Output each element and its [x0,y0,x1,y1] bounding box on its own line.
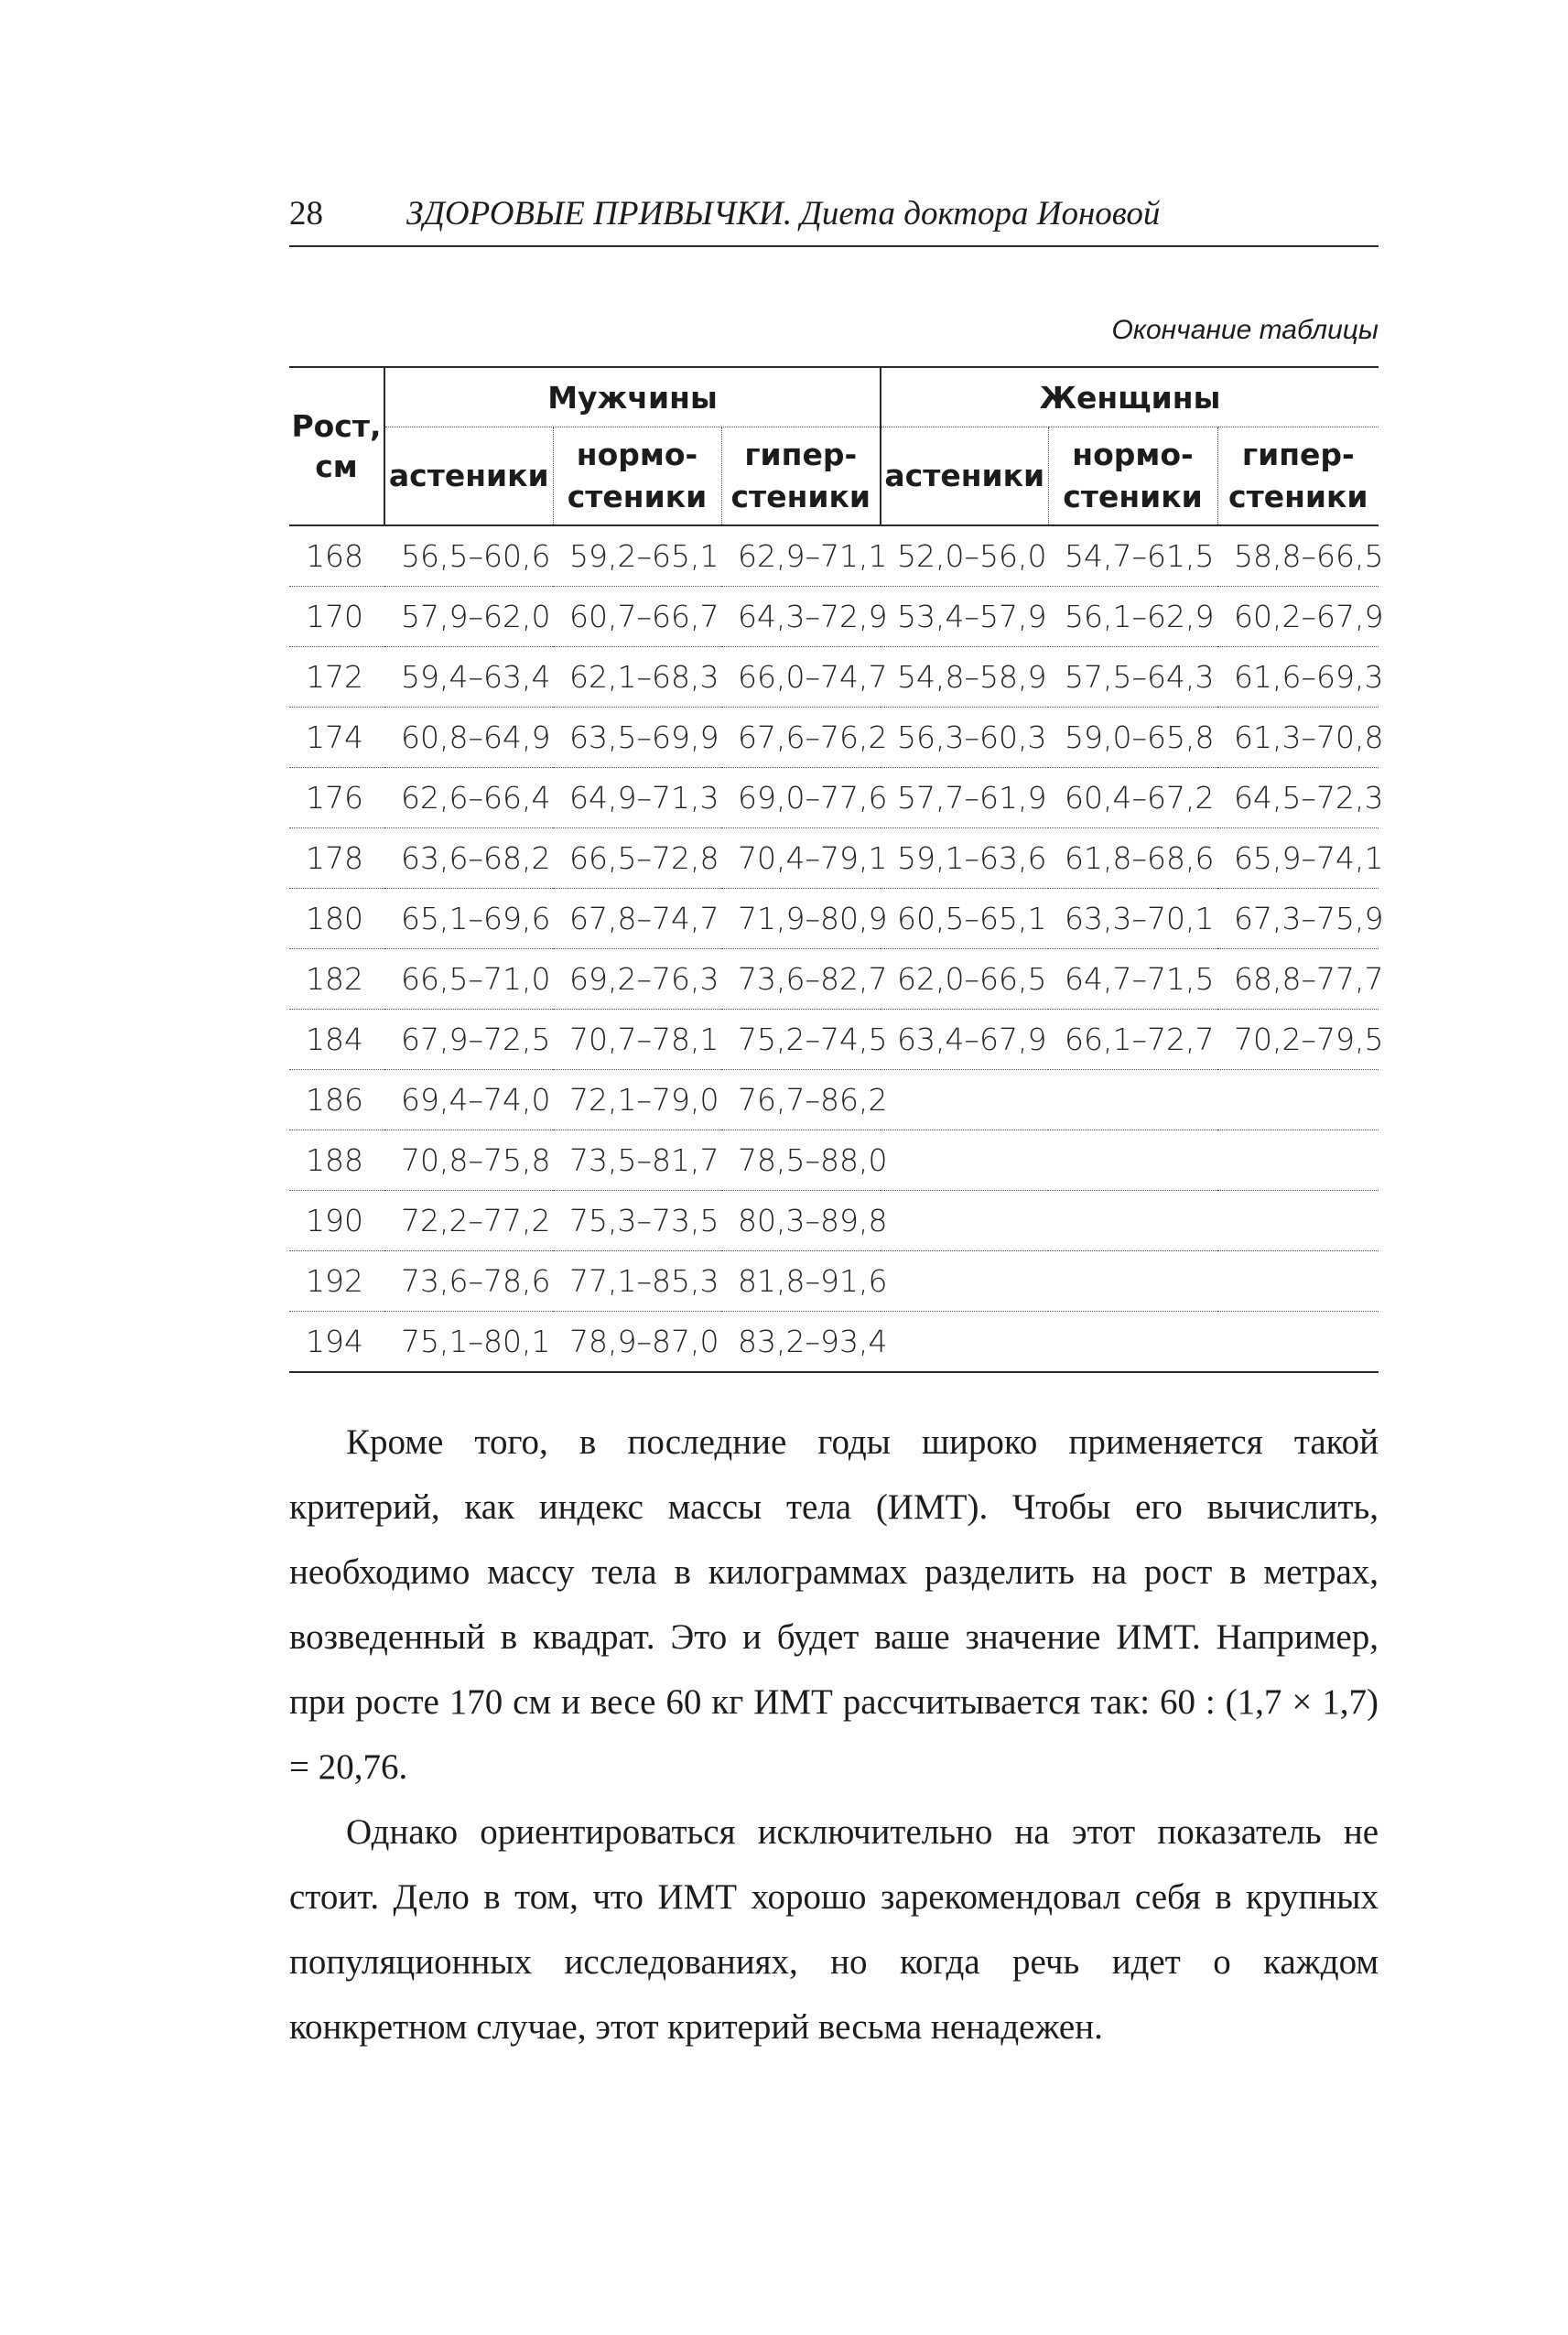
weight-range-cell: 67,9–72,5 [401,1022,551,1057]
weight-range-cell: 54,8–58,9 [897,659,1047,695]
table-row [289,1312,1379,1373]
women-group-header: Женщины [881,367,1379,427]
height-cell: 174 [306,719,363,755]
table-row [289,889,1379,949]
weight-range-cell: 59,0–65,8 [1065,719,1215,755]
weight-range-cell [1217,1251,1379,1312]
weight-range-cell: 73,5–81,7 [569,1142,719,1178]
men-group-header: Мужчины [384,367,881,427]
weight-table [289,366,1384,1373]
weight-range-cell: 65,9–74,1 [1234,840,1384,876]
weight-range-cell: 64,9–71,3 [569,780,719,816]
weight-range-cell: 68,8–77,7 [1234,961,1384,997]
weight-range-cell: 72,2–77,2 [401,1203,551,1238]
table-row [289,1130,1379,1191]
weight-range-cell: 65,1–69,6 [401,901,551,936]
weight-range-cell: 66,5–72,8 [569,840,719,876]
weight-range-cell [881,1251,1048,1312]
weight-range-cell [881,1070,1048,1130]
weight-range-cell [1048,1251,1217,1312]
height-cell: 184 [306,1022,363,1057]
table-row [289,647,1379,708]
weight-range-cell: 70,7–78,1 [569,1022,719,1057]
table-body [289,525,1384,1372]
weight-range-cell [1048,1070,1217,1130]
weight-range-cell: 69,0–77,6 [738,780,888,816]
table-row [289,1251,1379,1312]
weight-range-cell [1217,1191,1379,1251]
weight-range-cell: 60,7–66,7 [569,599,719,634]
weight-range-cell: 67,6–76,2 [738,719,888,755]
weight-range-cell [1217,1070,1379,1130]
weight-range-cell: 67,3–75,9 [1234,901,1384,936]
women-hypersthenic-header: гипер- стеники [1228,437,1368,514]
weight-range-cell: 56,3–60,3 [897,719,1047,755]
height-cell: 178 [306,840,363,876]
weight-range-cell: 66,5–71,0 [401,961,551,997]
weight-range-cell: 71,9–80,9 [738,901,888,936]
weight-range-cell: 60,2–67,9 [1234,599,1384,634]
weight-range-cell: 70,2–79,5 [1234,1022,1384,1057]
weight-range-cell: 83,2–93,4 [738,1324,888,1359]
weight-range-cell: 63,3–70,1 [1065,901,1215,936]
weight-range-cell: 64,5–72,3 [1234,780,1384,816]
paragraph: Кроме того, в последние годы широко применяется такой критерий, как индекс массы тела (ИМТ). Чтобы его вычислить, необходимо массу тела в килограммах разделить на рост в метрах, возведенный в квадрат. Это и будет ваше значение ИМТ. Например, при росте 170 см и весе 60 кг ИМТ рассчитывается так: 60 : (1,7 × 1,7) = 20,76. [289,1422,1379,1787]
weight-range-cell: 81,8–91,6 [738,1263,888,1299]
weight-range-cell: 53,4–57,9 [897,599,1047,634]
weight-range-cell: 70,8–75,8 [401,1142,551,1178]
weight-range-cell: 69,2–76,3 [569,961,719,997]
weight-range-cell: 57,7–61,9 [897,780,1047,816]
weight-range-cell: 60,5–65,1 [897,901,1047,936]
weight-range-cell: 73,6–82,7 [738,961,888,997]
weight-range-cell: 60,4–67,2 [1065,780,1215,816]
weight-range-cell: 57,5–64,3 [1065,659,1215,695]
men-normosthenic-header: нормо- стеники [553,427,721,526]
table-row [289,1070,1379,1130]
weight-range-cell: 61,3–70,8 [1234,719,1384,755]
height-cell: 186 [306,1082,363,1118]
weight-range-cell: 75,1–80,1 [401,1324,551,1359]
height-cell: 192 [306,1263,363,1299]
weight-range-cell [1048,1130,1217,1191]
weight-range-cell: 59,4–63,4 [401,659,551,695]
weight-range-cell [881,1312,1048,1373]
table-row [289,587,1379,647]
weight-range-cell: 63,4–67,9 [897,1022,1047,1057]
table-row [289,768,1379,828]
weight-range-cell: 73,6–78,6 [401,1263,551,1299]
running-header [289,190,1379,247]
weight-range-cell [1217,1130,1379,1191]
height-cell: 188 [306,1142,363,1178]
weight-range-cell: 64,3–72,9 [738,599,888,634]
table-row [289,1010,1379,1070]
women-normosthenic-header: нормо- стеники [1048,427,1217,526]
weight-range-cell: 75,3–73,5 [569,1203,719,1238]
weight-range-cell: 78,9–87,0 [569,1324,719,1359]
height-cell: 172 [306,659,363,695]
table-row [289,1191,1379,1251]
height-cell: 180 [306,901,363,936]
weight-range-cell: 62,6–66,4 [401,780,551,816]
weight-range-cell: 58,8–66,5 [1234,538,1384,574]
weight-range-cell: 56,5–60,6 [401,538,551,574]
running-head-title: ЗДОРОВЫЕ ПРИВЫЧКИ. Диета доктора Ионовой [406,195,1161,232]
page-number: 28 [289,195,323,232]
weight-range-cell: 62,9–71,1 [738,538,888,574]
weight-range-cell: 52,0–56,0 [897,538,1047,574]
weight-range-cell: 66,0–74,7 [738,659,888,695]
weight-range-cell: 76,7–86,2 [738,1082,888,1118]
height-cell: 176 [306,780,363,816]
women-asthenic-header: астеники [881,427,1048,526]
weight-range-cell: 56,1–62,9 [1065,599,1215,634]
weight-range-cell: 62,0–66,5 [897,961,1047,997]
table-caption: Окончание таблицы [1111,315,1379,345]
weight-range-cell: 70,4–79,1 [738,840,888,876]
height-cell: 182 [306,961,363,997]
weight-range-cell: 80,3–89,8 [738,1203,888,1238]
paragraph: Однако ориентироваться исключительно на этот показатель не стоит. Дело в том, что ИМТ хорошо зарекомендовал себя в крупных популяционных исследованиях, но когда речь идет о каждом конкретном случае, этот критерий весьма ненадежен. [289,1812,1379,2047]
weight-range-cell [881,1191,1048,1251]
weight-range-cell: 77,1–85,3 [569,1263,719,1299]
weight-range-cell: 66,1–72,7 [1065,1022,1215,1057]
height-cell: 168 [306,538,363,574]
table-row [289,708,1379,768]
height-cell: 194 [306,1324,363,1359]
weight-range-cell: 57,9–62,0 [401,599,551,634]
weight-range-cell [1048,1312,1217,1373]
height-cell: 170 [306,599,363,634]
men-hypersthenic-header: гипер- стеники [721,427,881,526]
weight-range-cell: 72,1–79,0 [569,1082,719,1118]
weight-range-cell: 60,8–64,9 [401,719,551,755]
weight-range-cell [881,1130,1048,1191]
table-row [289,949,1379,1010]
weight-range-cell: 63,5–69,9 [569,719,719,755]
body-text [289,1410,1379,2059]
table-row [289,525,1379,587]
weight-range-cell: 62,1–68,3 [569,659,719,695]
weight-range-cell: 59,1–63,6 [897,840,1047,876]
weight-range-cell: 61,6–69,3 [1234,659,1384,695]
men-asthenic-header: астеники [384,427,553,526]
weight-range-cell: 67,8–74,7 [569,901,719,936]
weight-range-cell: 54,7–61,5 [1065,538,1215,574]
weight-range-cell: 61,8–68,6 [1065,840,1215,876]
table-row [289,828,1379,889]
height-cell: 190 [306,1203,363,1238]
weight-range-cell: 59,2–65,1 [569,538,719,574]
weight-range-cell: 64,7–71,5 [1065,961,1215,997]
weight-range-cell: 75,2–74,5 [738,1022,888,1057]
weight-range-cell [1048,1191,1217,1251]
height-column-header: Рост, см [289,367,384,525]
weight-range-cell: 78,5–88,0 [738,1142,888,1178]
weight-range-cell: 69,4–74,0 [401,1082,551,1118]
weight-range-cell: 63,6–68,2 [401,840,551,876]
weight-range-cell [1217,1312,1379,1373]
